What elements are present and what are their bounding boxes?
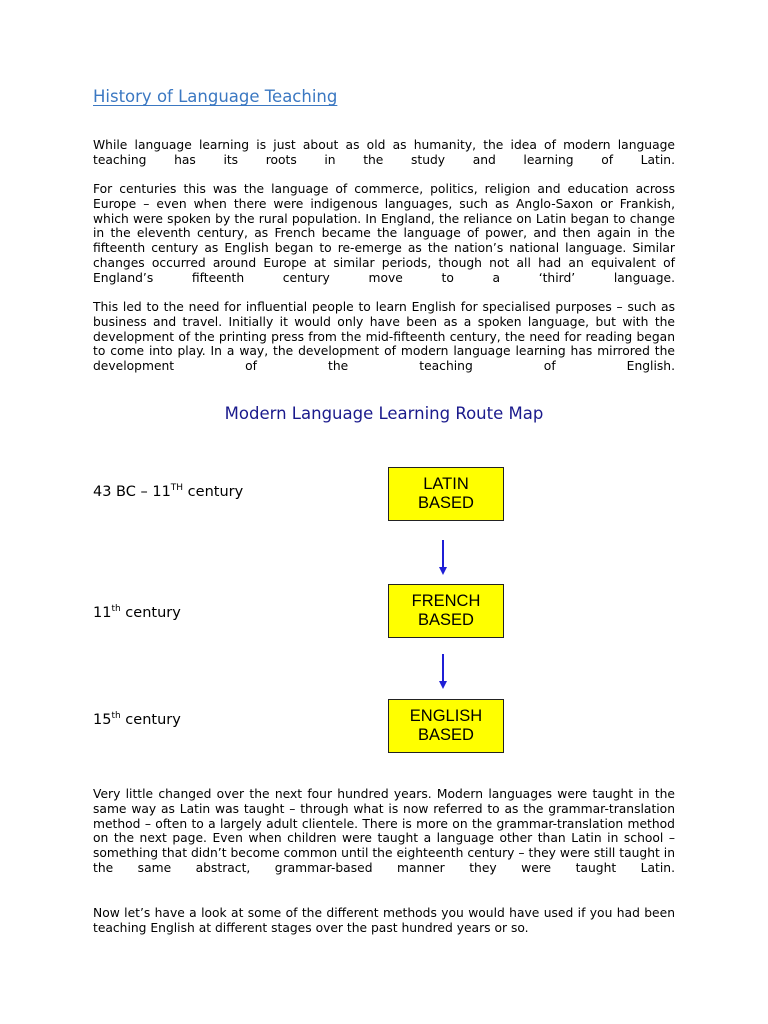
period-text: 15 bbox=[93, 712, 112, 728]
intro-paragraph-2: For centuries this was the language of commerce, politics, religion and education across Europe – even when there were indigenous languages, such as Anglo-Saxon or Frankish, which were spoken by the rural population. In England, the reliance on Latin began to change in the eleventh century, as French became the language of power, and then again in the fifteenth century as English began to re-emerge as the nation’s national language. Similar changes occurred around Europe at similar periods, though not all had an equivalent of England’s fifteenth century move to a ‘third’ language. bbox=[93, 182, 675, 285]
intro-paragraph-3: This led to the need for influential people to learn English for specialised purposes – such as business and travel. Initially it would only have been as a spoken language, but with the development of the printing press from the mid-fifteenth century, the need for reading began to come into play. In a way, the development of modern language learning has mirrored the development of the teaching of English. bbox=[93, 300, 675, 374]
closing-paragraph-2: Now let’s have a look at some of the different methods you would have used if you had been teaching English at different stages over the past hundred years or so. bbox=[93, 906, 675, 935]
period-text: 43 BC – 11 bbox=[93, 484, 171, 500]
period-superscript: th bbox=[111, 711, 121, 721]
period-superscript: th bbox=[111, 604, 121, 614]
route-map-title: Modern Language Learning Route Map bbox=[224, 404, 544, 423]
stage-box-french: FRENCH BASED bbox=[388, 584, 504, 638]
period-superscript: TH bbox=[170, 483, 184, 493]
period-suffix: century bbox=[120, 712, 181, 728]
period-suffix: century bbox=[120, 605, 181, 621]
intro-paragraph-1: While language learning is just about as old as humanity, the idea of modern language teaching has its roots in the study and learning of Latin. bbox=[93, 138, 675, 167]
period-suffix: century bbox=[183, 484, 244, 500]
stage-box-english: ENGLISH BASED bbox=[388, 699, 504, 753]
period-label-english bbox=[93, 711, 181, 728]
down-arrow-icon bbox=[436, 654, 450, 690]
document-title: History of Language Teaching bbox=[93, 87, 338, 106]
down-arrow-icon bbox=[436, 540, 450, 576]
closing-paragraph-1: Very little changed over the next four hundred years. Modern languages were taught in the same way as Latin was taught – through what is now referred to as the grammar-translation method – often to a largely adult clientele. There is more on the grammar-translation method on the next page. Even when children were taught a language other than Latin in school – something that didn’t become common until the eighteenth century – they were still taught in the same abstract, grammar-based manner they were taught Latin. bbox=[93, 787, 675, 875]
period-label-latin bbox=[93, 483, 243, 500]
stage-box-latin: LATIN BASED bbox=[388, 467, 504, 521]
period-label-french bbox=[93, 604, 181, 621]
period-text: 11 bbox=[93, 605, 112, 621]
